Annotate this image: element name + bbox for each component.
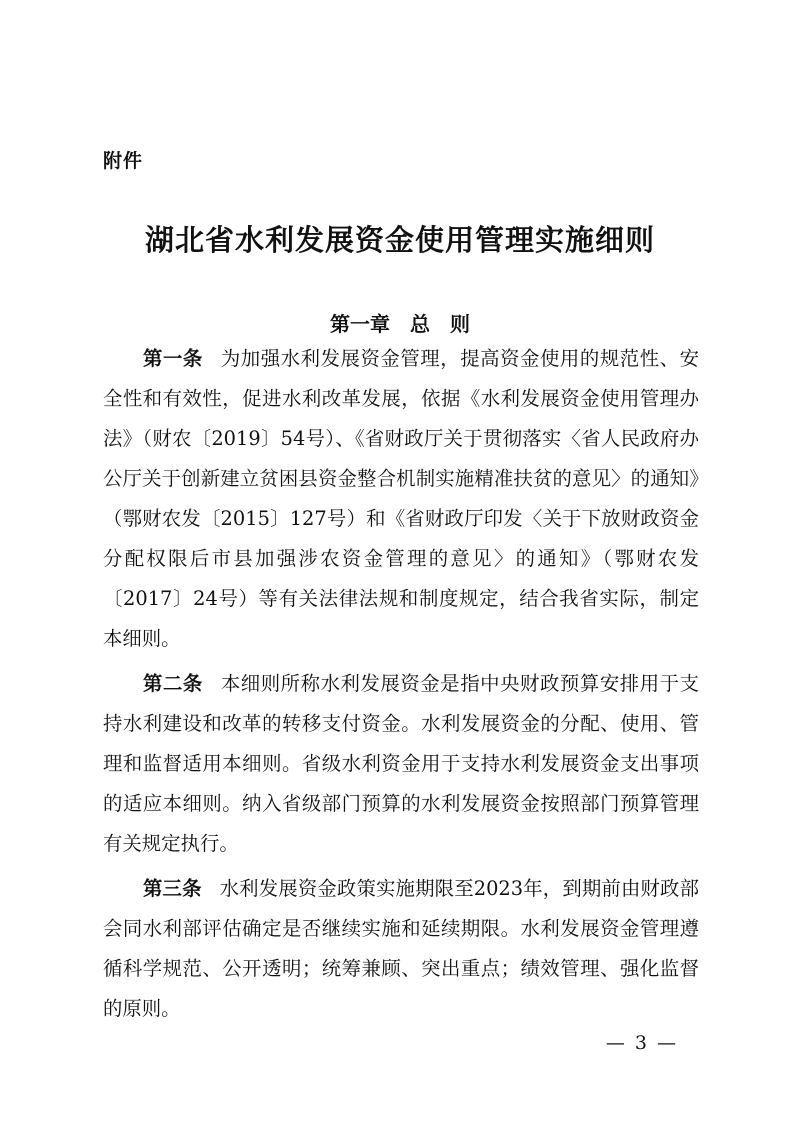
page-number: — 3 —: [605, 1032, 678, 1054]
attachment-label: 附件: [103, 150, 144, 172]
article-3-text: 水利发展资金政策实施期限至2023年，到期前由财政部会同水利部评估确定是否继续实施和延续期限。水利发展资金管理遵循科学规范、公开透明；统筹兼顾、突出重点；绩效管理、强化监督的原则。: [103, 877, 699, 1020]
article-1-label: 第一条: [143, 347, 203, 370]
article-2: [103, 664, 699, 864]
article-3-label: 第三条: [143, 877, 202, 900]
chapter-title: 第一章 总 则: [330, 312, 470, 336]
document-title: 湖北省水利发展资金使用管理实施细则: [144, 223, 655, 257]
article-1-text: 为加强水利发展资金管理，提高资金使用的规范性、安全性和有效性，促进水利改革发展，依据《水利发展资金使用管理办法》（财农〔2019〕54号）、《省财政厅关于贯彻落实〈省人民政府办公厅关于创新建立贫困县资金整合机制实施精准扶贫的意见〉的通知》（鄂财农发〔2015〕127号）和《省财政厅印发〈关于下放财政资金分配权限后市县加强涉农资金管理的意见〉的通知》（鄂财农发〔2017〕24号）等有关法律法规和制度规定，结合我省实际，制定本细则。: [103, 347, 700, 650]
article-2-text: 本细则所称水利发展资金是指中央财政预算安排用于支持水利建设和改革的转移支付资金。水利发展资金的分配、使用、管理和监督适用本细则。省级水利资金用于支持水利发展资金支出事项的适应本细则。纳入省级部门预算的水利发展资金按照部门预算管理有关规定执行。: [103, 672, 700, 855]
article-1: [103, 339, 699, 659]
article-2-label: 第二条: [143, 672, 203, 695]
article-3: [103, 869, 699, 1029]
